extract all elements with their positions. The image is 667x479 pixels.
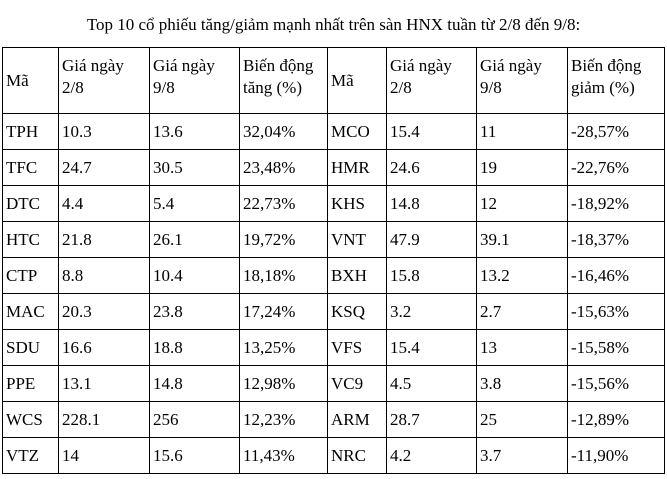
cell-down-price-start: 15.8 (387, 258, 477, 294)
table-row (3, 258, 665, 294)
header-row (3, 48, 665, 114)
table-caption: Top 10 cổ phiếu tăng/giảm mạnh nhất trên sàn HNX tuần từ 2/8 đến 9/8: (86, 15, 581, 34)
cell-down-price-end: 12 (477, 186, 568, 222)
cell-up-price-start: 13.1 (59, 366, 150, 402)
cell-up-price-start: 4.4 (59, 186, 150, 222)
cell-down-change: -28,57% (568, 114, 665, 150)
header-up-price-start-line2: 2/8 (62, 78, 84, 97)
header-down-code: Mã (328, 48, 387, 114)
cell-up-price-end: 15.6 (150, 438, 240, 474)
cell-up-code: MAC (3, 294, 59, 330)
header-up-price-start-line1: Giá ngày (62, 56, 124, 75)
cell-down-price-start: 24.6 (387, 150, 477, 186)
cell-down-code: NRC (328, 438, 387, 474)
cell-down-code: KHS (328, 186, 387, 222)
table-row (3, 294, 665, 330)
cell-down-code: VC9 (328, 366, 387, 402)
cell-down-price-start: 15.4 (387, 330, 477, 366)
cell-down-price-end: 3.8 (477, 366, 568, 402)
cell-down-code: MCO (328, 114, 387, 150)
cell-down-code: HMR (328, 150, 387, 186)
cell-up-price-end: 14.8 (150, 366, 240, 402)
cell-up-change: 22,73% (240, 186, 328, 222)
cell-up-code: CTP (3, 258, 59, 294)
cell-up-price-start: 14 (59, 438, 150, 474)
cell-up-change: 18,18% (240, 258, 328, 294)
cell-up-change: 11,43% (240, 438, 328, 474)
cell-up-price-end: 26.1 (150, 222, 240, 258)
cell-down-code: BXH (328, 258, 387, 294)
cell-up-change: 12,98% (240, 366, 328, 402)
cell-down-price-end: 13 (477, 330, 568, 366)
cell-up-code: TPH (3, 114, 59, 150)
cell-up-price-start: 21.8 (59, 222, 150, 258)
table-row (3, 222, 665, 258)
cell-down-change: -18,92% (568, 186, 665, 222)
header-up-code: Mã (3, 48, 59, 114)
table-row (3, 402, 665, 438)
cell-up-price-start: 16.6 (59, 330, 150, 366)
cell-up-price-end: 18.8 (150, 330, 240, 366)
header-up-change (240, 48, 328, 114)
cell-up-change: 13,25% (240, 330, 328, 366)
cell-up-change: 12,23% (240, 402, 328, 438)
cell-down-price-end: 2.7 (477, 294, 568, 330)
header-down-price-start (387, 48, 477, 114)
header-down-price-end (477, 48, 568, 114)
cell-down-change: -15,63% (568, 294, 665, 330)
cell-up-code: VTZ (3, 438, 59, 474)
cell-down-price-start: 15.4 (387, 114, 477, 150)
cell-down-price-end: 11 (477, 114, 568, 150)
header-down-price-end-line1: Giá ngày (480, 56, 542, 75)
table-row (3, 366, 665, 402)
cell-down-change: -16,46% (568, 258, 665, 294)
cell-down-code: VNT (328, 222, 387, 258)
cell-up-price-start: 24.7 (59, 150, 150, 186)
stock-movers-table (2, 47, 665, 474)
cell-down-price-end: 13.2 (477, 258, 568, 294)
cell-up-change: 32,04% (240, 114, 328, 150)
cell-up-price-end: 10.4 (150, 258, 240, 294)
cell-down-price-end: 19 (477, 150, 568, 186)
cell-down-code: ARM (328, 402, 387, 438)
cell-up-change: 17,24% (240, 294, 328, 330)
cell-down-price-start: 14.8 (387, 186, 477, 222)
cell-up-price-start: 228.1 (59, 402, 150, 438)
header-down-change-line1: Biến động (571, 56, 642, 75)
header-down-price-end-line2: 9/8 (480, 78, 502, 97)
cell-down-price-start: 47.9 (387, 222, 477, 258)
cell-up-change: 19,72% (240, 222, 328, 258)
header-up-price-start (59, 48, 150, 114)
header-up-change-line1: Biến động (243, 56, 314, 75)
cell-up-change: 23,48% (240, 150, 328, 186)
cell-up-code: DTC (3, 186, 59, 222)
cell-up-code: TFC (3, 150, 59, 186)
table-row (3, 114, 665, 150)
cell-down-price-start: 4.5 (387, 366, 477, 402)
cell-up-price-end: 256 (150, 402, 240, 438)
cell-down-price-start: 3.2 (387, 294, 477, 330)
header-down-price-start-line2: 2/8 (390, 78, 412, 97)
header-up-price-end (150, 48, 240, 114)
cell-down-change: -15,58% (568, 330, 665, 366)
cell-down-change: -11,90% (568, 438, 665, 474)
header-up-change-line2: tăng (%) (243, 78, 303, 97)
cell-up-price-end: 23.8 (150, 294, 240, 330)
cell-up-price-end: 5.4 (150, 186, 240, 222)
table-row (3, 186, 665, 222)
cell-down-price-end: 3.7 (477, 438, 568, 474)
cell-up-code: HTC (3, 222, 59, 258)
cell-down-code: KSQ (328, 294, 387, 330)
header-down-change (568, 48, 665, 114)
cell-up-code: PPE (3, 366, 59, 402)
cell-down-change: -18,37% (568, 222, 665, 258)
cell-up-price-start: 10.3 (59, 114, 150, 150)
header-up-price-end-line2: 9/8 (153, 78, 175, 97)
cell-up-code: SDU (3, 330, 59, 366)
cell-up-price-start: 8.8 (59, 258, 150, 294)
cell-down-price-start: 28.7 (387, 402, 477, 438)
table-row (3, 438, 665, 474)
header-up-price-end-line1: Giá ngày (153, 56, 215, 75)
cell-up-code: WCS (3, 402, 59, 438)
cell-up-price-end: 30.5 (150, 150, 240, 186)
table-row (3, 330, 665, 366)
cell-down-change: -15,56% (568, 366, 665, 402)
cell-down-change: -22,76% (568, 150, 665, 186)
cell-down-change: -12,89% (568, 402, 665, 438)
cell-down-code: VFS (328, 330, 387, 366)
cell-down-price-end: 39.1 (477, 222, 568, 258)
header-down-change-line2: giảm (%) (571, 78, 635, 97)
cell-down-price-start: 4.2 (387, 438, 477, 474)
header-down-price-start-line1: Giá ngày (390, 56, 452, 75)
cell-up-price-end: 13.6 (150, 114, 240, 150)
cell-up-price-start: 20.3 (59, 294, 150, 330)
table-row (3, 150, 665, 186)
cell-down-price-end: 25 (477, 402, 568, 438)
